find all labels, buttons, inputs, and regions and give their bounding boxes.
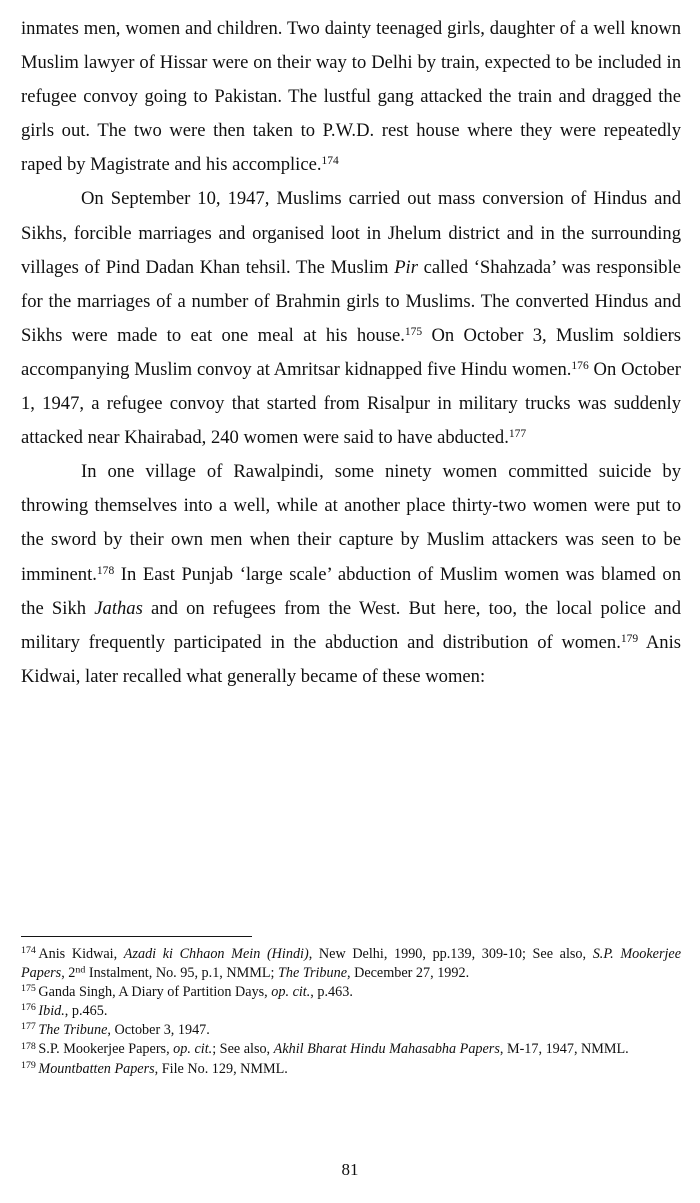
footnote-reference: 174: [321, 155, 339, 168]
body-text-block: [21, 12, 681, 694]
italic-text: S.P. Mookerjee Papers: [21, 946, 681, 982]
footnote-number: 178: [21, 1040, 36, 1052]
text-run: On October 1, 1947, a refugee convoy that started from Risalpur in military trucks was suddenly attacked near Khairabad, 240 women were said to have abducted.: [21, 358, 681, 449]
italic-text: Mountbatten Papers: [38, 1060, 155, 1077]
footnotes-block: [21, 945, 681, 1079]
text-run: , M-17, 1947, NMML.: [499, 1041, 629, 1058]
footnote-number: 179: [21, 1059, 36, 1071]
footnote-number: 177: [21, 1021, 36, 1033]
footnote-separator-rule: [21, 936, 252, 937]
text-run: , File No. 129, NMML.: [154, 1060, 288, 1077]
footnote-reference: 176: [571, 359, 589, 372]
text-run: and on refugees from the West. But here, too, the local police and military frequently participated in the abduction and distribution of women.: [21, 597, 681, 653]
footnote-reference: 179: [620, 632, 639, 645]
italic-text: Azadi ki Chhaon Mein (Hindi): [123, 946, 309, 962]
text-run: inmates men, women and children. Two dainty teenaged girls, daughter of a well known Muslim lawyer of Hissar were on their way to Delhi by train, expected to be included in refugee convoy going to Pakistan. The lustful gang attacked the train and dragged the girls out. The two were then taken to P.W.D. rest house where they were repeatedly raped by Magistrate and his accomplice.: [21, 18, 681, 176]
footnote-item: [21, 983, 681, 1002]
text-run: , p.463.: [310, 984, 353, 1001]
footnote-reference: 175: [404, 325, 423, 338]
italic-text: The Tribune: [278, 965, 347, 982]
text-run: Ganda Singh, A Diary of Partition Days,: [38, 984, 272, 1001]
footnote-item: [21, 1060, 681, 1079]
footnote-number: 174: [21, 945, 36, 957]
text-run: On September 10, 1947, Muslims carried out mass conversion of Hindus and Sikhs, forcible marriages and organised loot in Jhelum district and in the surrounding villages of Pind Dadan Khan tehsil. The Muslim: [21, 188, 681, 278]
footnote-reference: 177: [508, 428, 527, 441]
footnote-item: [21, 1002, 681, 1021]
italic-text: Akhil Bharat Hindu Mahasabha Papers: [273, 1041, 500, 1058]
italic-text: Pir: [394, 256, 418, 278]
page-number: 81: [341, 1160, 359, 1179]
italic-text: op. cit.: [271, 984, 311, 1001]
text-run: In one village of Rawalpindi, some ninety women committed suicide by throwing themselves into a well, while at another place thirty-two women were put to the sword by their own men when their capture by Muslim attackers was seen to be imminent.: [21, 461, 681, 585]
text-run: , 2: [61, 965, 76, 982]
footnote-reference: 178: [96, 564, 115, 577]
text-run: S.P. Mookerjee Papers,: [38, 1041, 174, 1058]
footnote-item: [21, 1040, 681, 1059]
text-run: Anis Kidwai, later recalled what generally became of these women:: [21, 631, 682, 687]
paragraph: [21, 12, 681, 182]
text-run: , New Delhi, 1990, pp.139, 309-10; See also,: [308, 946, 593, 962]
text-run: Anis Kidwai,: [38, 946, 124, 962]
paragraph: [21, 455, 681, 694]
text-run: On October 3, Muslim soldiers accompanying Muslim convoy at Amritsar kidnapped five Hindu women.: [21, 324, 682, 380]
text-run: Instalment, No. 95, p.1, NMML;: [85, 965, 279, 982]
text-run: called ‘Shahzada’ was responsible for the marriages of a number of Brahmin girls to Muslims. The converted Hindus and Sikhs were made to eat one meal at his house.: [21, 256, 681, 346]
text-run: , October 3, 1947.: [107, 1022, 210, 1039]
footnote-item: [21, 945, 681, 983]
italic-text: op. cit.: [173, 1041, 213, 1058]
text-run: ; See also,: [212, 1041, 274, 1058]
footnote-number: 175: [21, 983, 36, 995]
italic-text: The Tribune: [38, 1022, 108, 1039]
paragraph: [21, 182, 681, 455]
text-run: , December 27, 1992.: [347, 965, 470, 982]
footnote-item: [21, 1021, 681, 1040]
ordinal-suffix: nd: [75, 964, 86, 976]
footnote-number: 176: [21, 1002, 36, 1014]
text-run: , p.465.: [64, 1003, 108, 1020]
italic-text: Jathas: [94, 597, 143, 619]
text-run: In East Punjab ‘large scale’ abduction of Muslim women was blamed on the Sikh: [21, 563, 681, 619]
italic-text: Ibid.: [38, 1003, 65, 1020]
